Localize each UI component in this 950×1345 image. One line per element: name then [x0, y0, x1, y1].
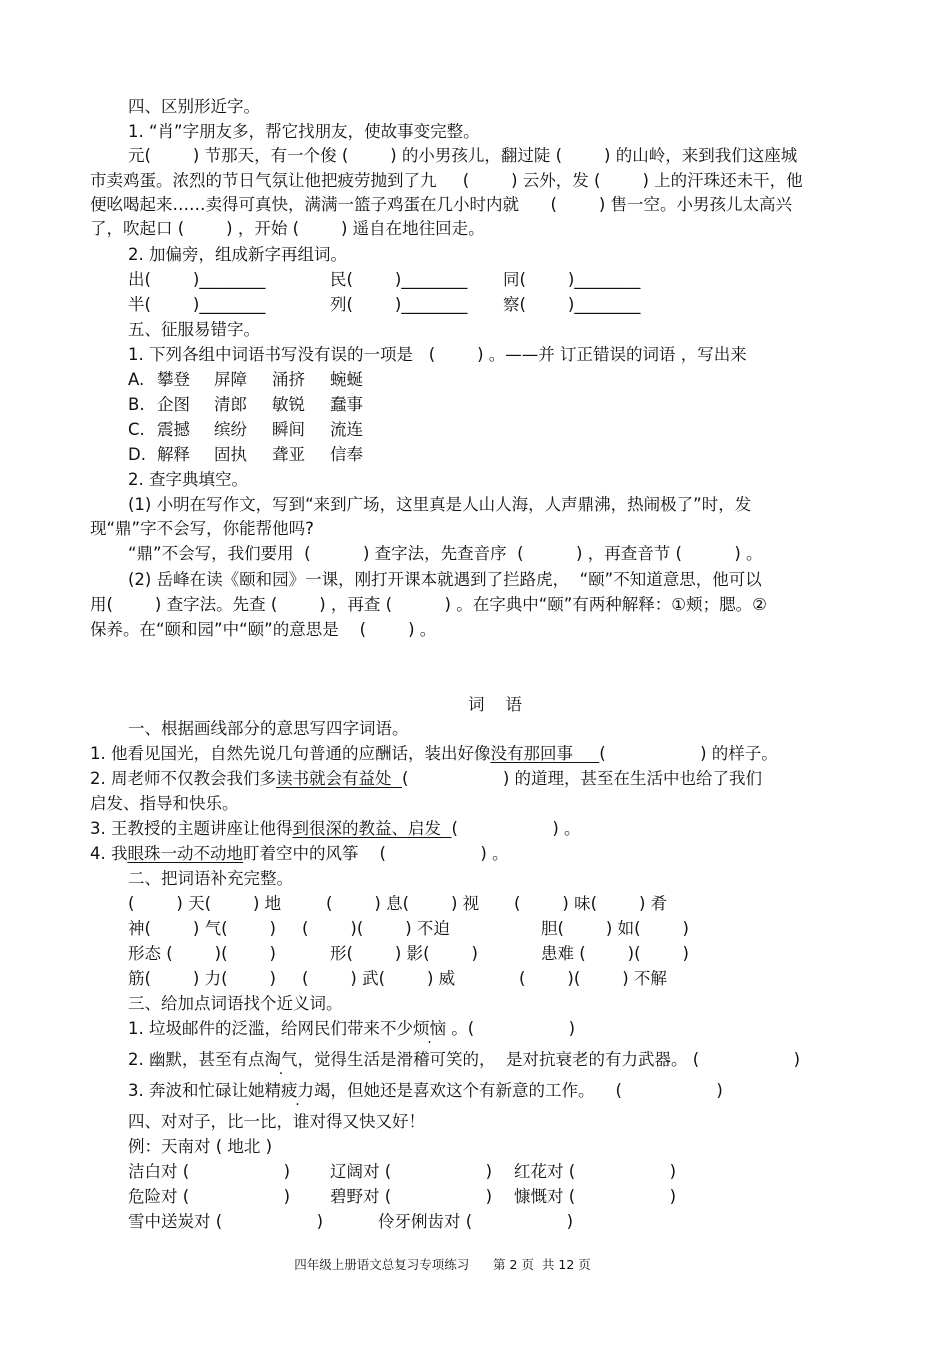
idiom-blank: 形( ) 影( ): [330, 944, 478, 963]
ciyu-section-2-title: 二、把词语补充完整。: [128, 869, 293, 888]
ciyu-section-4-title: 四、对对子，比一比，谁对得又快又好！: [128, 1112, 425, 1131]
radical-item: 民( )________: [330, 270, 468, 289]
option-word: 敏锐: [272, 395, 305, 414]
couplet-item: 辽阔对 ( ): [330, 1162, 493, 1181]
option-word: 蠢事: [330, 395, 363, 414]
option-word: 企图: [157, 395, 190, 414]
radical-item: 半( )________: [128, 295, 266, 314]
idiom-blank: 患难 ( )( ): [541, 944, 689, 963]
option-word: 屏障: [214, 370, 247, 389]
ciyu-item: 2. 周老师不仅教会我们多读书就会有益处 ( ) 的道理，甚至在生活中也给了我们: [90, 769, 763, 788]
question-5-2: 2. 查字典填空。: [128, 470, 248, 489]
couplet-item: 伶牙俐齿对 ( ): [378, 1212, 574, 1231]
dictionary-paragraph-2: (2) 岳峰在读《颐和园》一课，刚打开课本就遇到了拦路虎， “颐”不知道意思，他可以: [128, 570, 762, 589]
dictionary-paragraph-2: 用( ) 查字法。先查 ( ) ，再查 ( ) 。在字典中“颐”有两种解释：①颊；腮。②: [90, 595, 767, 614]
story-line: 市卖鸡蛋。浓烈的节日气氛让他把疲劳抛到了九 ( ) 云外，发 ( ) 上的汗珠还未干，他: [90, 171, 803, 190]
story-line: 元( ) 节那天，有一个俊 ( ) 的小男孩儿，翻过陡 ( ) 的山岭，来到我们这座城: [128, 146, 798, 165]
option-word: 瞬间: [272, 420, 305, 439]
option-word: 涌挤: [272, 370, 305, 389]
dictionary-paragraph-1: (1) 小明在写作文，写到“来到广场，这里真是人山人海，人声鼎沸，热闹极了”时，发: [128, 495, 752, 514]
option-word: 攀登: [157, 370, 190, 389]
dictionary-paragraph-1: 现“鼎”字不会写，你能帮他吗?: [90, 519, 314, 538]
idiom-blank: 胆( ) 如( ): [541, 919, 689, 938]
idiom-blank: ( ) 息( ) 视: [326, 894, 480, 913]
story-line: 了，吹起口 ( ) ，开始 ( ) 遥自在地往回走。: [90, 219, 485, 238]
section-5-title: 五、征服易错字。: [128, 320, 260, 339]
option-letter: A.: [128, 370, 145, 389]
synonym-item: 1. 垃圾邮件的泛滥，给网民们带来不少烦恼 。( ): [128, 1019, 576, 1038]
synonym-item: 2. 幽默，甚至有点淘气，觉得生活是滑稽可笑的， 是对抗衰老的有力武器。 ( ): [128, 1050, 801, 1069]
idiom-blank: ( ) 武( ) 威: [302, 969, 456, 988]
ciyu-item-continuation: 启发、指导和快乐。: [90, 794, 239, 813]
option-word: 聋亚: [272, 445, 305, 464]
couplet-item: 碧野对 ( ): [330, 1187, 493, 1206]
couplet-item: 危险对 ( ): [128, 1187, 291, 1206]
ciyu-section-1-title: 一、根据画线部分的意思写四字词语。: [128, 719, 409, 738]
underlined-phrase: 没有那回事: [490, 744, 573, 763]
couplet-item: 雪中送炭对 ( ): [128, 1212, 324, 1231]
couplet-item: 红花对 ( ): [514, 1162, 677, 1181]
ciyu-item: 1. 他看见国光，自然先说几句普通的应酬话，装出好像没有那回事 ( ) 的样子。: [90, 744, 778, 763]
ciyu-section-3-title: 三、给加点词语找个近义词。: [128, 994, 343, 1013]
idiom-blank: 筋( ) 力( ): [128, 969, 276, 988]
question-4-1: 1. “肖”字朋友多，帮它找朋友，使故事变完整。: [128, 122, 480, 141]
dictionary-paragraph-1: “鼎”不会写，我们要用 ( ) 查字法，先查音序 ( ) ，再查音节 ( ) 。: [128, 544, 763, 563]
story-line: 便吆喝起来……卖得可真快，满满一篮子鸡蛋在几小时内就 ( ) 售一空。小男孩儿太高兴: [90, 195, 793, 214]
section-heading-ciyu: 词 语: [468, 695, 522, 714]
underlined-phrase: 到很深的教益、启发: [292, 819, 441, 838]
option-word: 蜿蜒: [330, 370, 363, 389]
option-word: 清郎: [214, 395, 247, 414]
question-5-1: 1. 下列各组中词语书写没有误的一项是 ( ) 。——并 订正错误的词语 ，写出来: [128, 345, 747, 364]
underlined-phrase: 读书就会有益处: [276, 769, 392, 788]
idiom-blank: ( )( ) 不解: [519, 969, 667, 988]
ciyu-item: 3. 王教授的主题讲座让他得到很深的教益、启发 ( ) 。: [90, 819, 581, 838]
underlined-phrase: 眼珠一动不动地: [127, 844, 243, 863]
idiom-blank: ( ) 天( ) 地: [128, 894, 282, 913]
option-word: 缤纷: [214, 420, 247, 439]
dotted-word: 精疲力竭: [264, 1081, 331, 1100]
ciyu-item: 4. 我眼珠一动不动地盯着空中的风筝 ( ) 。: [90, 844, 509, 863]
option-word: 信奉: [330, 445, 363, 464]
radical-item: 同( )________: [503, 270, 641, 289]
option-letter: D.: [128, 445, 146, 464]
dotted-word: 淘气: [264, 1050, 298, 1069]
radical-item: 列( )________: [330, 295, 468, 314]
idiom-blank: 形态 ( )( ): [128, 944, 276, 963]
idiom-blank: ( )( ) 不迫: [302, 919, 450, 938]
option-word: 流连: [330, 420, 363, 439]
option-word: 震撼: [157, 420, 190, 439]
couplet-example: 例：天南对 ( 地北 ): [128, 1137, 273, 1156]
option-word: 固执: [214, 445, 247, 464]
idiom-blank: 神( ) 气( ): [128, 919, 276, 938]
page-footer: 四年级上册语文总复习专项练习 第 2 页 共 12 页: [294, 1257, 591, 1272]
question-4-2: 2. 加偏旁，组成新字再组词。: [128, 245, 347, 264]
radical-item: 察( )________: [503, 295, 641, 314]
radical-item: 出( )________: [128, 270, 266, 289]
couplet-item: 慷慨对 ( ): [514, 1187, 677, 1206]
option-letter: C.: [128, 420, 145, 439]
dotted-word: 烦恼: [413, 1019, 446, 1038]
option-letter: B.: [128, 395, 145, 414]
idiom-blank: ( ) 味( ) 肴: [514, 894, 668, 913]
synonym-item: 3. 奔波和忙碌让她精疲力竭，但她还是喜欢这个有新意的工作。 ( ): [128, 1081, 723, 1100]
option-word: 解释: [157, 445, 190, 464]
couplet-item: 洁白对 ( ): [128, 1162, 291, 1181]
dictionary-paragraph-2: 保养。在“颐和园”中“颐”的意思是 ( ) 。: [90, 620, 437, 639]
section-4-title: 四、区别形近字。: [128, 97, 260, 116]
